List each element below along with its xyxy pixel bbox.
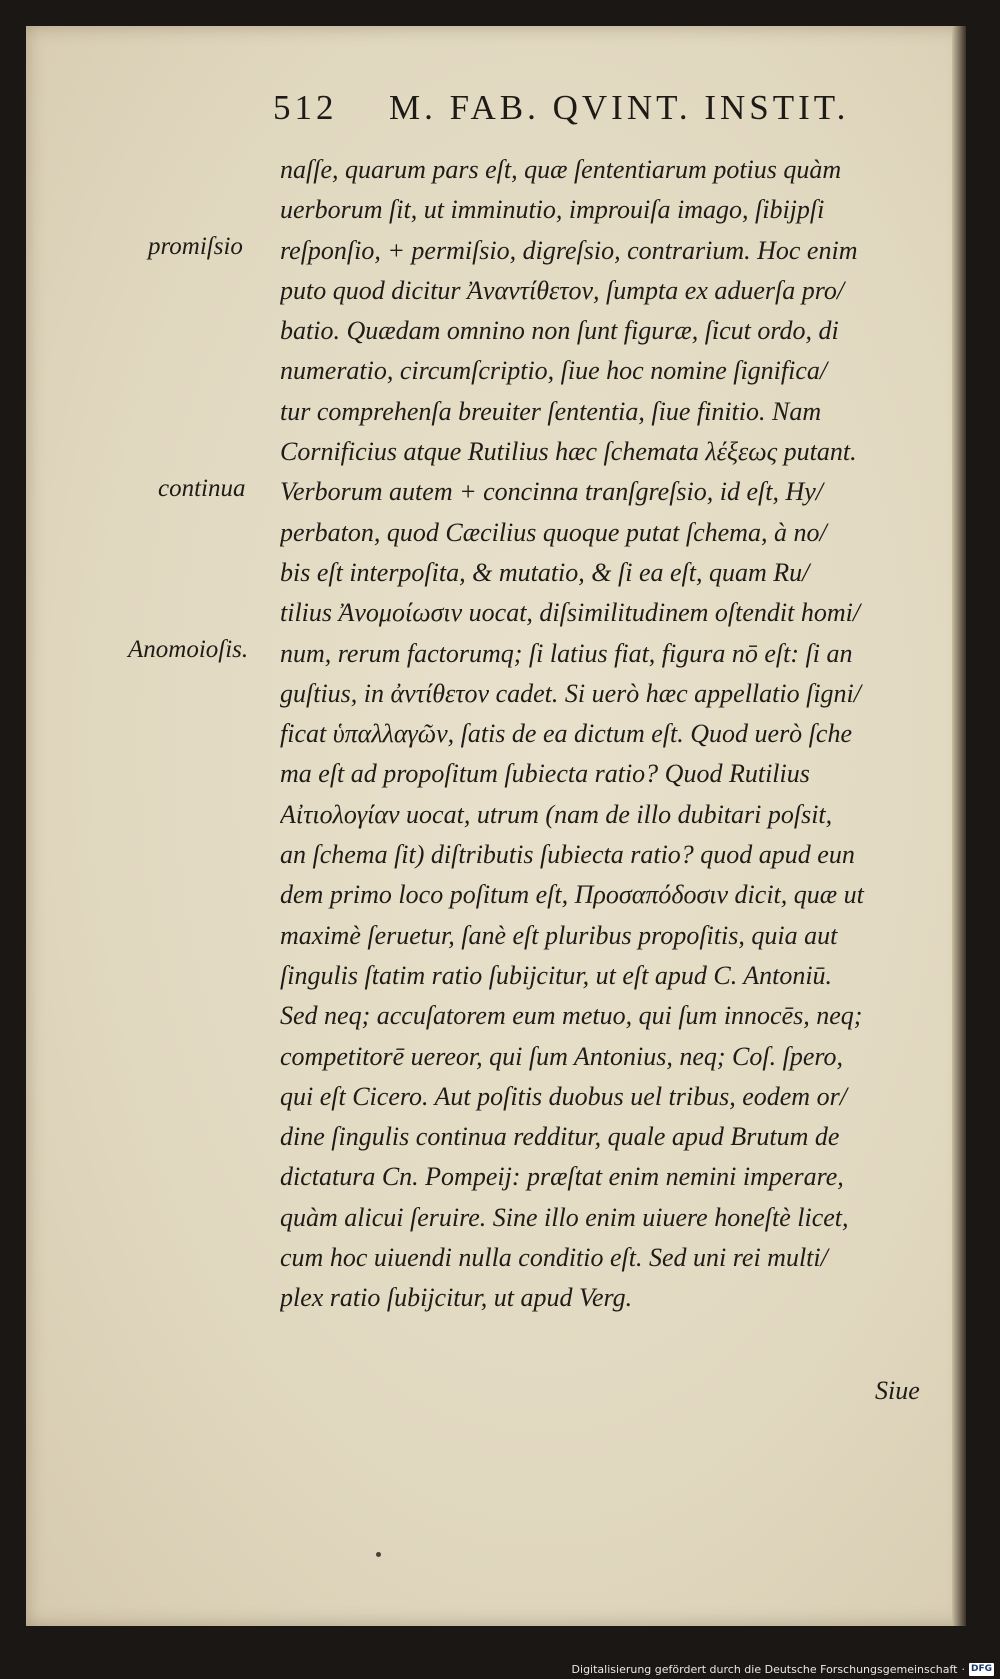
text-line: quàm alicui ſeruire. Sine illo enim uiuere honeſtè licet, (280, 1202, 849, 1232)
text-line: competitorē uereor, qui ſum Antonius, neq; Coſ. ſpero, (280, 1041, 844, 1071)
text-line: an ſchema ſit) diſtributis ſubiecta ratio? quod apud eun (280, 840, 855, 870)
text-line: numeratio, circumſcriptio, ſiue hoc nomine ſignifica/ (280, 356, 828, 386)
text-line: dem primo loco poſitum eſt, Προσαπόδοσιν dicit, quæ ut (280, 880, 864, 910)
text-line: Verborum autem + concinna tranſgreſsio, id eſt, Hy/ (280, 477, 824, 507)
catchword: Siue (875, 1376, 920, 1405)
text-line: cum hoc uiuendi nulla conditio eſt. Sed uni rei multi/ (280, 1243, 828, 1273)
text-line: naſſe, quarum pars eſt, quæ ſententiarum potius quàm (280, 155, 842, 184)
page-number: 512 (273, 88, 338, 127)
text-line: qui eſt Cicero. Aut poſitis duobus uel tribus, eodem or/ (280, 1081, 847, 1111)
ink-speck (376, 1552, 381, 1557)
text-line: plex ratio ſubijcitur, ut apud Verg. (280, 1283, 633, 1313)
text-line: ficat ὑπαλλαγῶν, ſatis de ea dictum eſt. Quod uerò ſche (280, 719, 852, 749)
text-line: tur comprehenſa breuiter ſententia, ſiue finitio. Nam (280, 396, 822, 426)
text-line: reſponſio, + permiſsio, digreſsio, contrarium. Hoc enim (280, 235, 858, 265)
text-line: ma eſt ad propoſitum ſubiecta ratio? Quod Rutilius (280, 759, 810, 789)
margin-note-continua: continua (158, 475, 246, 502)
margin-note-promissio: promiſsio (148, 233, 243, 260)
text-line: maximè ſeruetur, ſanè eſt pluribus propoſitis, quia aut (280, 920, 838, 950)
text-line: Cornificius atque Rutilius hæc ſchemata λέξεως putant. (280, 437, 857, 467)
text-line: dictatura Cn. Pompeij: præſtat enim nemini imperare, (280, 1162, 844, 1192)
page-gutter-edge (952, 26, 966, 1626)
text-line: tilius Ἀνομοίωσιν uocat, diſsimilitudinem oſtendit homi/ (280, 598, 861, 628)
text-line: Αἰτιολογίαν uocat, utrum (nam de illo dubitari poſsit, (280, 799, 833, 829)
text-line: num, rerum factorumq; ſi latius fiat, figura nō eſt: ſi an (280, 638, 853, 668)
text-line: guſtius, in ἀντίθετον cadet. Si uerò hæc appellatio ſigni/ (280, 678, 861, 708)
body-text (280, 150, 948, 1319)
running-title: M. FAB. QVINT. INSTIT. (389, 88, 850, 127)
text-line: perbaton, quod Cæcilius quoque putat ſchema, à no/ (280, 517, 827, 547)
dfg-logo: DFG (970, 1663, 992, 1674)
text-line: dine ſingulis continua redditur, quale apud Brutum de (280, 1122, 840, 1152)
running-header (273, 88, 933, 128)
funding-credit: Digitalisierung gefördert durch die Deutsche Forschungsgemeinschaft (571, 1662, 958, 1676)
text-line: uerborum ſit, ut imminutio, improuiſa imago, ſibijpſi (280, 195, 825, 225)
margin-note-anomoiosis: Anomoioſis. (128, 636, 249, 663)
text-line: bis eſt interpoſita, & mutatio, & ſi ea eſt, quam Ru/ (280, 557, 810, 587)
text-line: batio. Quædam omnino non ſunt figuræ, ſicut ordo, di (280, 316, 839, 346)
text-line: Sed neq; accuſatorem eum metuo, qui ſum innocēs, neq; (280, 1001, 863, 1031)
text-line: puto quod dicitur Ἀναντίθετον, ſumpta ex aduerſa pro/ (280, 275, 845, 305)
text-line: ſingulis ſtatim ratio ſubijcitur, ut eſt apud C. Antoniū. (280, 960, 833, 990)
digitization-footer: Digitalisierung gefördert durch die Deutsche Forschungsgemeinschaft · DFG (571, 1662, 992, 1676)
